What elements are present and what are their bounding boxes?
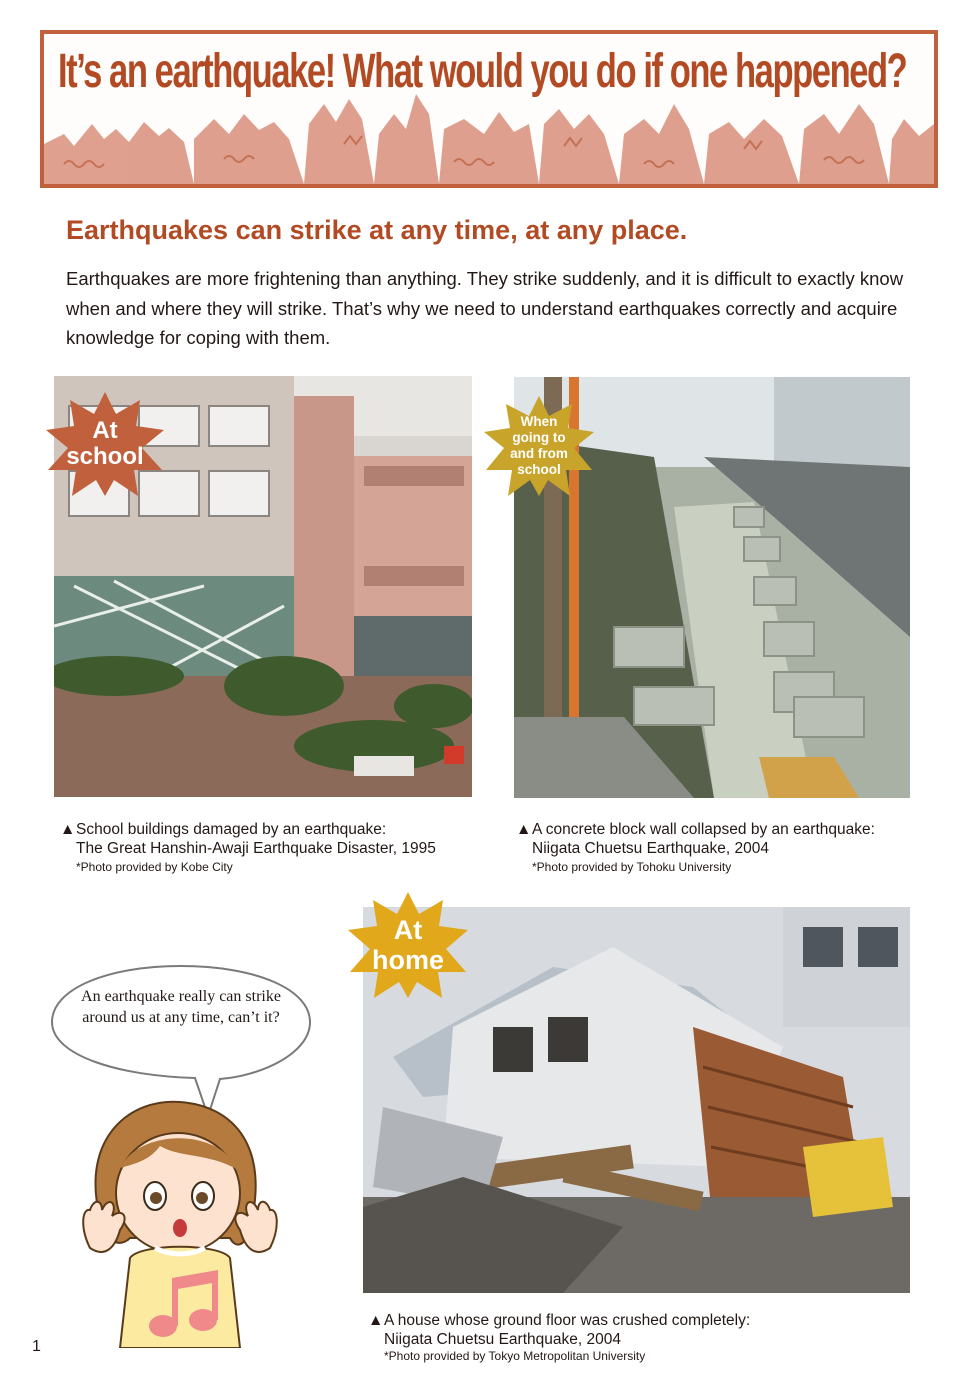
house-photo-caption: ▲A house whose ground floor was crushed completely: Niigata Chuetsu Earthquake, 2004 — [368, 1312, 751, 1348]
section-heading: Earthquakes can strike at any time, at any place. — [66, 215, 688, 245]
caption-marker: ▲ — [60, 821, 76, 838]
page-number: 1 — [32, 1338, 41, 1355]
at-home-badge — [346, 892, 470, 998]
commute-badge — [482, 396, 596, 496]
commute-label: When going to and from school — [510, 414, 568, 477]
school-photo-credit: *Photo provided by Kobe City — [76, 860, 233, 874]
wall-photo-caption: ▲A concrete block wall collapsed by an earthquake: Niigata Chuetsu Earthquake, 2004 — [516, 821, 875, 857]
rubble-illustration — [44, 84, 934, 184]
caption-marker: ▲ — [368, 1312, 384, 1329]
girl-illustration — [60, 1098, 300, 1348]
wall-photo-credit: *Photo provided by Tohoku University — [532, 860, 732, 874]
at-school-badge — [44, 392, 166, 496]
at-home-label: At home — [371, 915, 444, 975]
caption-marker: ▲ — [516, 821, 532, 838]
title-banner — [40, 30, 938, 188]
at-school-label: At school — [66, 417, 144, 470]
school-photo-caption: ▲School buildings damaged by an earthquake: The Great Hanshin-Awaji Earthquake Disaster, 1995 — [60, 821, 436, 857]
intro-paragraph: Earthquakes are more frightening than anything. They strike suddenly, and it is difficult to exactly know when and where they will strike. That’s why we need to understand earthquakes correctly and acquire knowledge for coping with them. — [66, 268, 904, 348]
speech-text: An earthquake really can strike around us at any time, can’t it? — [81, 988, 281, 1026]
house-photo-credit: *Photo provided by Tokyo Metropolitan University — [384, 1349, 646, 1363]
banner-title: It’s an earthquake! What would you do if one happened? — [58, 45, 907, 98]
